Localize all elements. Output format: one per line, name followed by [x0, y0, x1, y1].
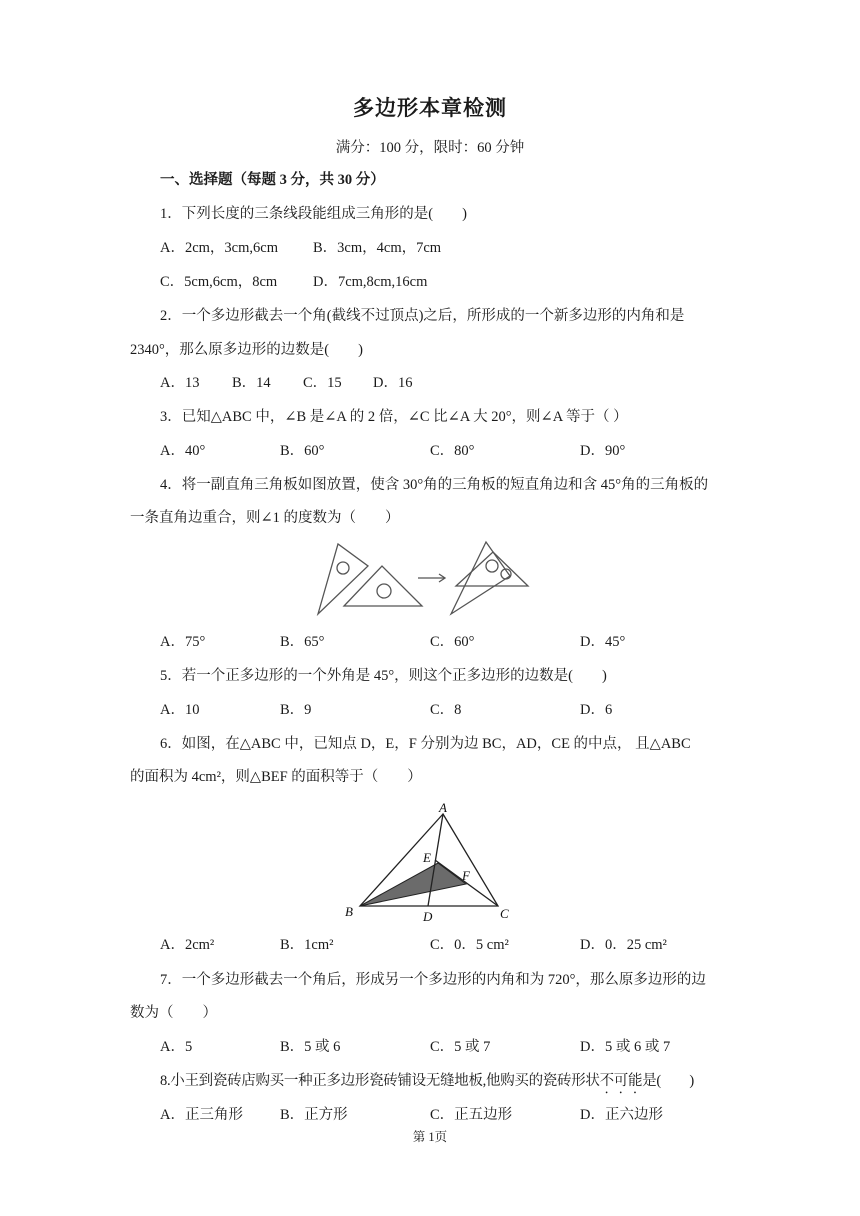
question-8-option-c: C．正五边形 — [430, 1107, 513, 1123]
question-7-option-b: B．5 或 6 — [280, 1039, 341, 1055]
question-1-stem: 1．下列长度的三条线段能组成三角形的是( ) — [160, 206, 467, 222]
question-2-stem-line2: 2340°，那么原多边形的边数是( ) — [130, 342, 363, 358]
question-6-option-c: C．0．5 cm² — [430, 937, 509, 953]
question-2-option-c: C．15 — [303, 375, 342, 391]
triangle-30-left-hole — [337, 562, 349, 574]
question-1-option-a: A．2cm，3cm,6cm — [160, 240, 278, 256]
question-5-option-a: A．10 — [160, 702, 200, 718]
question-5-option-d: D．6 — [580, 702, 613, 718]
question-7-stem-line1: 7．一个多边形截去一个角后，形成另一个多边形的内角和为 720°，那么原多边形的边 — [160, 972, 706, 988]
triangle-45-left-hole — [377, 584, 391, 598]
question-5-option-b: B．9 — [280, 702, 312, 718]
question-4-option-b: B．65° — [280, 634, 325, 650]
question-5-stem: 5．若一个正多边形的一个外角是 45°，则这个正多边形的边数是( ) — [160, 668, 607, 684]
label-b: B — [345, 904, 353, 919]
question-6-option-a: A．2cm² — [160, 937, 215, 953]
label-e: E — [423, 850, 431, 865]
question-3-option-b: B．60° — [280, 443, 325, 459]
question-6-stem-line2: 的面积为 4cm²，则△BEF 的面积等于（ ） — [130, 769, 422, 785]
question-7-option-c: C．5 或 7 — [430, 1039, 491, 1055]
question-2-stem-line1: 2．一个多边形截去一个角(截线不过顶点)之后，所形成的一个新多边形的内角和是 — [160, 308, 685, 324]
label-d: D — [423, 909, 433, 924]
question-4-option-d: D．45° — [580, 634, 626, 650]
exam-info: 满分：100 分，限时：60 分钟 — [335, 140, 525, 156]
shaded-triangle-bef — [360, 863, 466, 906]
question-6-option-b: B．1cm² — [280, 937, 334, 953]
set-squares-figure — [310, 536, 540, 618]
question-1-option-d: D．7cm,8cm,16cm — [313, 274, 428, 290]
question-8-stem-tail: 是( ) — [642, 1073, 694, 1089]
triangle-abc-figure — [340, 802, 520, 924]
question-5-option-c: C．8 — [430, 702, 462, 718]
triangle-30-right — [451, 542, 510, 614]
question-3-option-d: D．90° — [580, 443, 626, 459]
question-8-option-a: A．正三角形 — [160, 1107, 243, 1123]
question-1-option-c: C．5cm,6cm，8cm — [160, 274, 278, 290]
question-4-option-a: A．75° — [160, 634, 206, 650]
question-8-option-d: D．正六边形 — [580, 1107, 663, 1123]
page-title: 多边形本章检测 — [353, 96, 507, 120]
label-f: F — [462, 868, 470, 883]
question-7-option-a: A．5 — [160, 1039, 193, 1055]
question-2-option-b: B．14 — [232, 375, 271, 391]
question-3-option-c: C．80° — [430, 443, 475, 459]
question-4-option-c: C．60° — [430, 634, 475, 650]
question-2-option-d: D．16 — [373, 375, 413, 391]
question-8-stem-text: 8.小王到瓷砖店购买一种正多边形瓷砖铺设无缝地板,他购买的瓷砖形状 — [160, 1073, 600, 1089]
question-4-stem-line1: 4．将一副直角三角板如图放置，使含 30°角的三角板的短直角边和含 45°角的三角板的 — [160, 477, 709, 493]
triangle-30-left — [318, 544, 368, 614]
section-heading: 一、选择题（每题 3 分，共 30 分） — [160, 172, 385, 188]
triangle-45-left — [344, 566, 422, 606]
question-1-option-b: B．3cm，4cm，7cm — [313, 240, 442, 256]
question-7-stem-line2: 数为（ ） — [130, 1005, 217, 1021]
question-6-option-d: D．0．25 cm² — [580, 937, 667, 953]
question-6-stem-line1: 6．如图，在△ABC 中，已知点 D，E，F 分别为边 BC，AD，CE 的中点， 且△ABC — [160, 736, 691, 752]
question-8-stem — [160, 1071, 694, 1097]
label-c: C — [500, 906, 509, 921]
question-7-option-d: D．5 或 6 或 7 — [580, 1039, 671, 1055]
label-a: A — [439, 802, 447, 815]
question-3-stem: 3．已知△ABC 中，∠B 是∠A 的 2 倍，∠C 比∠A 大 20°，则∠A 等于（ ） — [160, 409, 628, 425]
question-3-option-a: A．40° — [160, 443, 206, 459]
triangle-30-right-hole — [486, 560, 498, 572]
page-number: 第 1页 — [412, 1130, 448, 1144]
question-4-stem-line2: 一条直角边重合，则∠1 的度数为（ ） — [130, 510, 400, 526]
question-8-emphasis: 不可能 — [599, 1073, 643, 1089]
question-2-option-a: A．13 — [160, 375, 200, 391]
question-8-option-b: B．正方形 — [280, 1107, 348, 1123]
